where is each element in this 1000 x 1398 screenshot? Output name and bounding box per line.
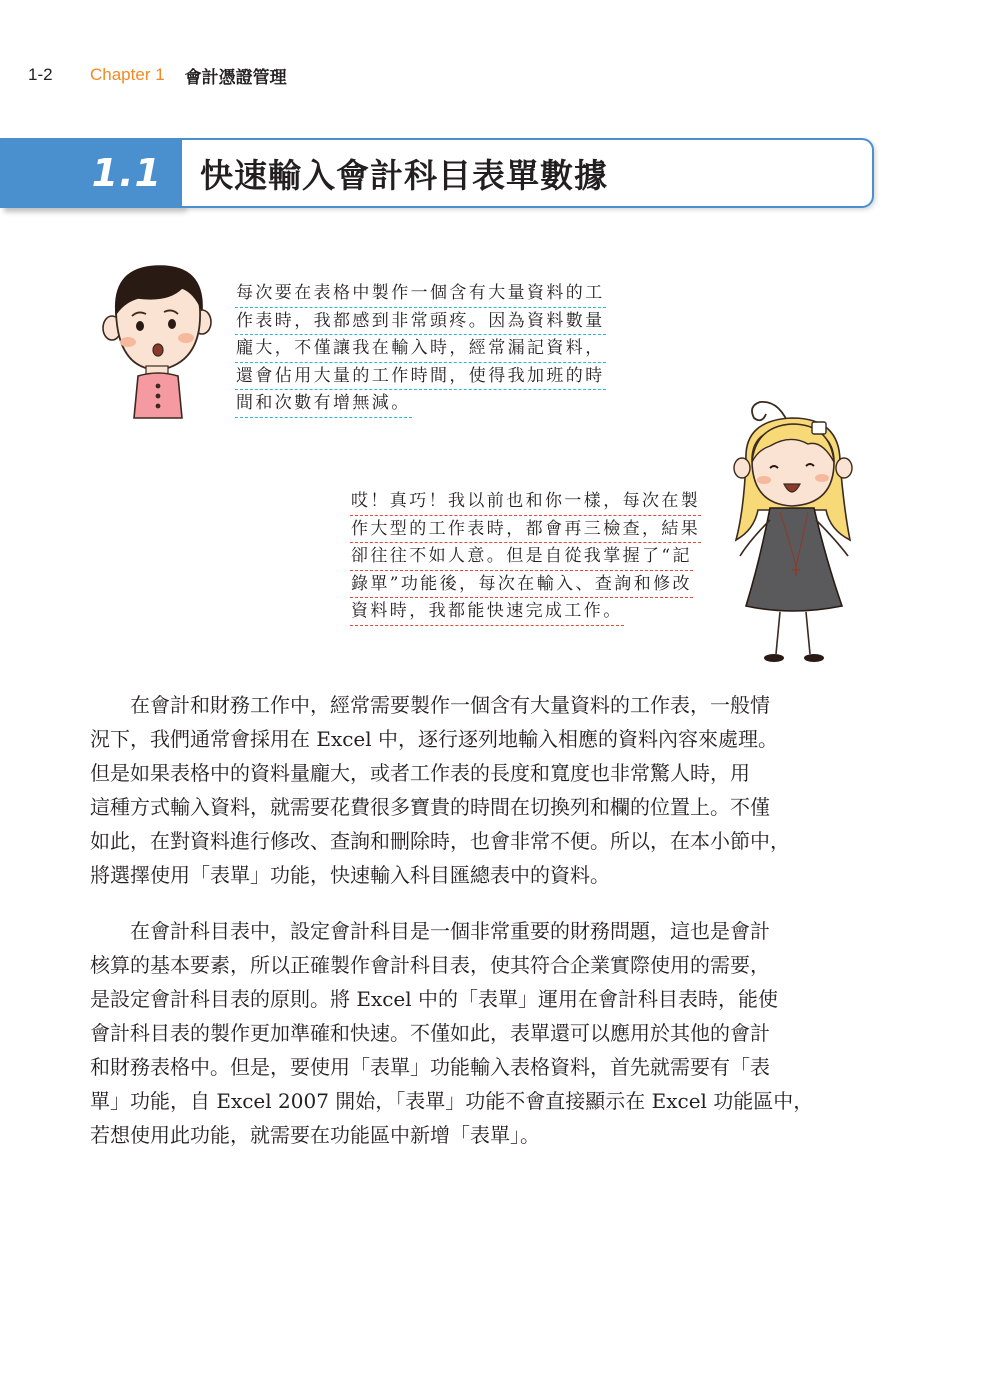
speech-text-boy <box>235 280 606 418</box>
paragraph-line: 這種方式輸入資料，就需要花費很多寶貴的時間在切換列和欄的位置上。不僅 <box>90 795 770 819</box>
paragraph-line: 將選擇使用「表單」功能，快速輸入科目匯總表中的資料。 <box>90 863 610 887</box>
section-title: 快速輸入會計科目表單數據 <box>200 155 608 195</box>
paragraph-line: 在會計和財務工作中，經常需要製作一個含有大量資料的工作表，一般情 <box>90 693 770 717</box>
paragraph-line: 況下，我們通常會採用在 Excel 中，逐行逐列地輸入相應的資料內容來處理。 <box>90 727 779 751</box>
worried-boy-illustration <box>98 262 216 420</box>
paragraph-line: 會計科目表的製作更加準確和快速。不僅如此，表單還可以應用於其他的會計 <box>90 1021 770 1045</box>
section-number-block <box>0 138 182 208</box>
paragraph-line: 單」功能，自 Excel 2007 開始，「表單」功能不會直接顯示在 Excel 功能區中， <box>90 1089 814 1113</box>
speech-text-girl <box>350 488 701 626</box>
speech-line: 還會佔用大量的工作時間，使得我加班的時 <box>235 363 606 391</box>
speech-line: 錄單”功能後，每次在輸入、查詢和修改 <box>350 571 693 599</box>
paragraph-line: 核算的基本要素，所以正確製作會計科目表，使其符合企業實際使用的需要， <box>90 953 770 977</box>
body-paragraph-2 <box>90 914 874 1152</box>
paragraph-line: 但是如果表格中的資料量龐大，或者工作表的長度和寬度也非常驚人時，用 <box>90 761 750 785</box>
speech-line: 作大型的工作表時，都會再三檢查，結果 <box>350 516 701 544</box>
speech-line: 每次要在表格中製作一個含有大量資料的工 <box>235 280 606 308</box>
section-number: 1.1 <box>91 151 162 195</box>
chapter-title: 會計憑證管理 <box>184 67 287 87</box>
chapter-label: Chapter 1 <box>90 65 165 84</box>
paragraph-line: 和財務表格中。但是，要使用「表單」功能輸入表格資料，首先就需要有「表 <box>90 1055 770 1079</box>
body-paragraph-1 <box>90 688 874 892</box>
speech-line: 龐大，不僅讓我在輸入時，經常漏記資料， <box>235 335 606 363</box>
paragraph-line: 在會計科目表中，設定會計科目是一個非常重要的財務問題，這也是會計 <box>90 919 770 943</box>
speech-line: 哎！真巧！我以前也和你一樣，每次在製 <box>350 488 701 516</box>
paragraph-line: 如此，在對資料進行修改、查詢和刪除時，也會非常不便。所以，在本小節中， <box>90 829 790 853</box>
speech-line: 作表時，我都感到非常頭疼。因為資料數量 <box>235 308 606 336</box>
running-header <box>28 62 287 88</box>
speech-line: 資料時，我都能快速完成工作。 <box>350 598 624 626</box>
speech-line: 間和次數有增無減。 <box>235 390 412 418</box>
smiling-girl-illustration <box>730 380 860 670</box>
paragraph-line: 若想使用此功能，就需要在功能區中新增「表單」。 <box>90 1123 540 1147</box>
paragraph-line: 是設定會計科目表的原則。將 Excel 中的「表單」運用在會計科目表時，能使 <box>90 987 779 1011</box>
section-banner <box>0 138 874 210</box>
speech-line: 卻往往不如人意。但是自從我掌握了“記 <box>350 543 693 571</box>
section-title-box <box>182 138 874 208</box>
page-number: 1-2 <box>28 65 53 84</box>
